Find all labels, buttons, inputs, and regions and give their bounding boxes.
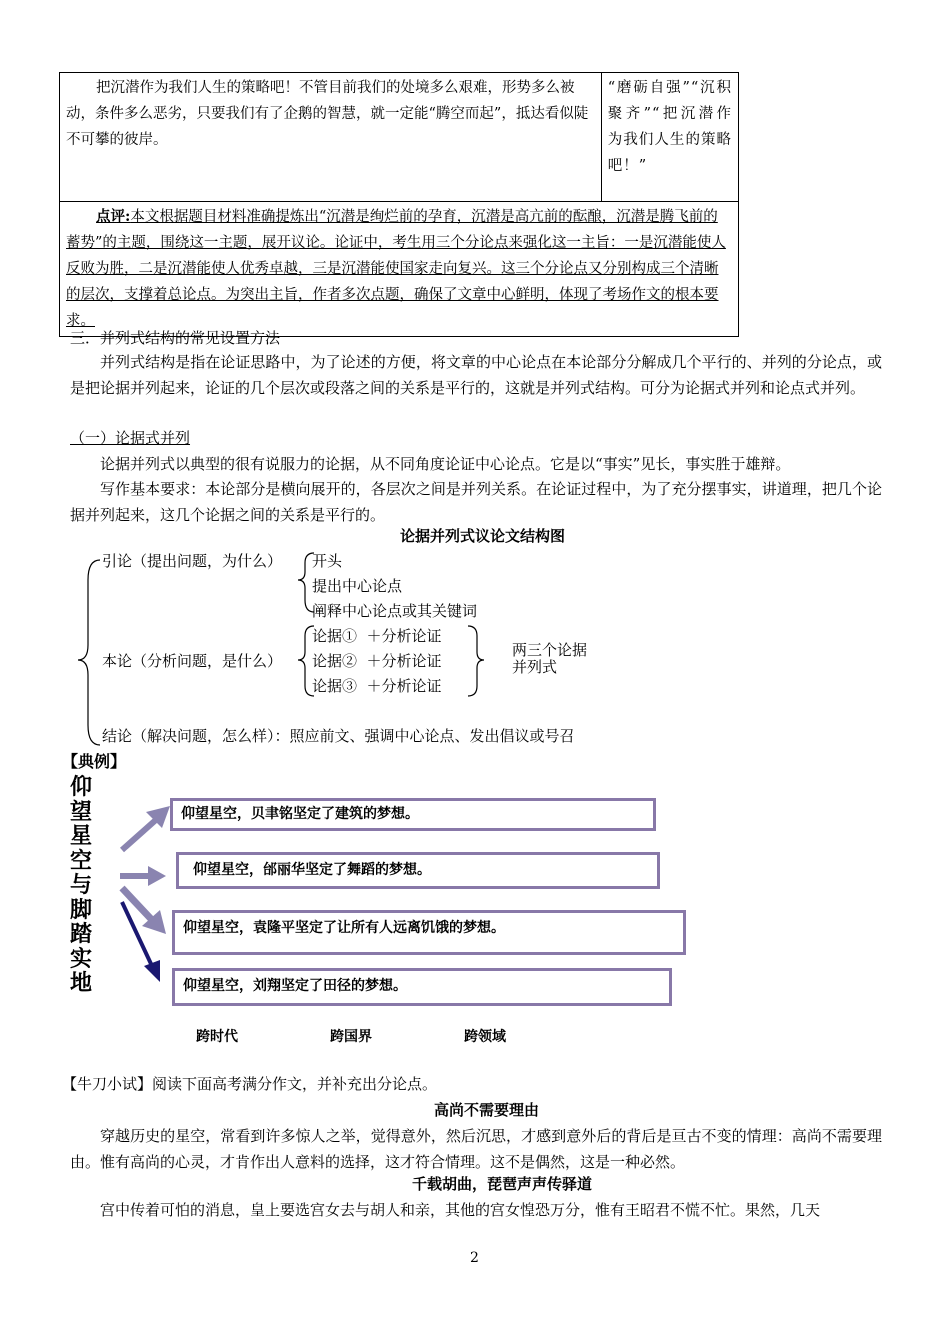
sub-heading: （一）论据式并列 (70, 429, 191, 447)
body-item: 论据② ＋分析论证 (312, 652, 442, 670)
vertical-char: 仰 (70, 775, 93, 800)
diagram-body: 本论（分析问题，是什么） (102, 652, 283, 670)
example-box-4 (172, 968, 672, 1006)
intro-item: 开头 (312, 552, 343, 570)
arrow-icon (148, 866, 166, 886)
sub-points-text: “磨砺自强”“沉积聚齐”“把沉潜作为我们人生的策略吧！” (607, 80, 732, 174)
vertical-char: 望 (70, 799, 93, 825)
body-item: 论据① ＋分析论证 (312, 627, 442, 645)
vertical-char: 脚 (70, 897, 93, 923)
practice-line (62, 1072, 437, 1096)
diagram-conclusion: 结论（解决问题，怎么样）：照应前文、强调中心论点、发出倡议或号召 (102, 727, 575, 745)
body-note: 并列式 (512, 658, 558, 676)
example-box-3 (172, 910, 686, 955)
body-item: 论据③ ＋分析论证 (312, 677, 442, 695)
vertical-char: 空 (70, 848, 93, 874)
section-para-1: 并列式结构是指在论证思路中，为了论述的方便，将文章的中心论点在本论部分分解成几个平行的、并列的分论点，或是把论据并列起来，论证的几个层次或段落之间的关系是平行的，这就是并列式结构。可分为论据式并列和论点式并列。 (70, 353, 882, 397)
vertical-char: 地 (70, 971, 93, 996)
example-box-text: 仰望星空，邰丽华坚定了舞蹈的梦想。 (193, 862, 431, 878)
example-box-1 (170, 798, 656, 831)
comment-label: 点评: (96, 208, 131, 225)
section-heading: 三．并列式结构的常见设置方法 (70, 329, 281, 347)
essay-para-2: 宫中传着可怕的消息，皇上要选宫女去与胡人和亲，其他的宫女惶恐万分，惟有王昭君不慌不忙。果然，几天 (100, 1201, 821, 1219)
essay-subtitle: 千载胡曲，琵琶声声传驿道 (412, 1175, 593, 1193)
example-box-2 (176, 852, 660, 889)
excerpt-text: 把沉潜作为我们人生的策略吧！不管目前我们的处境多么艰难，形势多么被动，条件多么恶劣，只要我们有了企鹅的智慧，就一定能“腾空而起”，抵达看似陡不可攀的彼岸。 (66, 80, 589, 148)
intro-item: 阐释中心论点或其关键词 (312, 602, 478, 620)
vertical-char: 星 (70, 824, 93, 849)
comment-text: 本文根据题目材料准确提炼出“沉潜是绚烂前的孕育，沉潜是高亢前的酝酿，沉潜是腾飞前的蓄势”的主题，围绕这一主题，展开议论。论证中，考生用三个分论点来强化这一主旨：一是沉潜能使人反败为胜，二是沉潜能使人优秀卓越，三是沉潜能使国家走向复兴。这三个分论点又分别构成三个清晰的层次，支撑着总论点。为突出主旨，作者多次点题，确保了文章中心鲜明，体现了考场作文的根本要求。 (66, 209, 726, 329)
vertical-char: 与 (70, 873, 93, 898)
footer-label: 跨时代 (196, 1029, 238, 1045)
example-label: 【典例】 (62, 752, 127, 771)
example-box-text: 仰望星空，袁隆平坚定了让所有人远离饥饿的梦想。 (183, 920, 505, 936)
intro-item: 提出中心论点 (312, 577, 403, 595)
essay-title: 高尚不需要理由 (434, 1101, 540, 1119)
practice-instruction: 阅读下面高考满分作文，并补充出分论点。 (152, 1075, 438, 1093)
vertical-char: 实 (70, 946, 93, 972)
example-box-text: 仰望星空，刘翔坚定了田径的梦想。 (183, 978, 407, 994)
footer-label: 跨领域 (464, 1029, 506, 1045)
arrow-icon (144, 960, 160, 982)
example-box-text: 仰望星空，贝聿铭坚定了建筑的梦想。 (181, 806, 419, 822)
section-para-2: 论据并列式以典型的很有说服力的论据，从不同角度论证中心论点。它是以“事实”见长，事实胜于雄辩。 (100, 455, 791, 473)
page-number: 2 (470, 1250, 479, 1266)
section-para-3: 写作基本要求：本论部分是横向展开的，各层次之间是并列关系。在论证过程中，为了充分摆事实，讲道理，把几个论据并列起来，这几个论据之间的关系是平行的。 (70, 480, 882, 524)
essay-para-1: 穿越历史的星空，常看到许多惊人之举，觉得意外，然后沉思，才感到意外后的背后是亘古不变的情理：高尚不需要理由。惟有高尚的心灵，才肯作出人意料的选择，这才符合情理。这不是偶然，这是一种必然。 (70, 1127, 882, 1171)
vertical-char: 踏 (70, 922, 93, 947)
diagram-title: 论据并列式议论文结构图 (400, 527, 566, 545)
diagram-intro: 引论（提出问题，为什么） (102, 552, 283, 570)
practice-label: 【牛刀小试】 (62, 1075, 153, 1093)
footer-label: 跨国界 (330, 1029, 372, 1045)
body-note: 两三个论据 (512, 641, 588, 659)
